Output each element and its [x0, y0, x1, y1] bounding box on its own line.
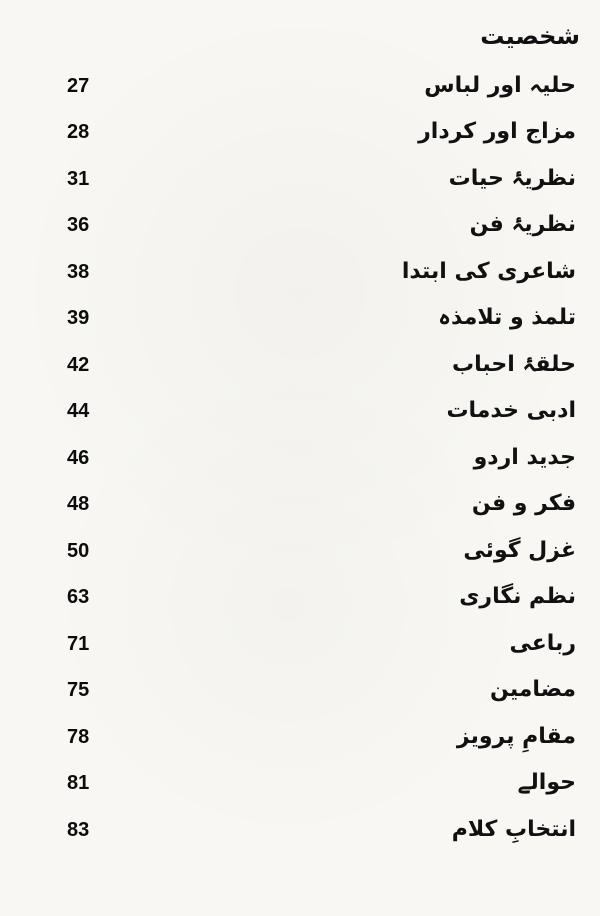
- toc-page-number: 31: [67, 168, 90, 190]
- toc-row: [0, 484, 600, 524]
- toc-title: نظریۂ حیات: [448, 166, 576, 191]
- toc-row: [0, 345, 600, 385]
- toc-title: نظم نگاری: [459, 584, 576, 609]
- toc-row: [0, 252, 600, 292]
- toc-page-number: 28: [67, 121, 90, 143]
- toc-row: [0, 66, 600, 106]
- toc-title: مقامِ پرویز: [456, 724, 576, 749]
- toc-row: [0, 438, 600, 478]
- toc-page-number: 48: [67, 493, 90, 515]
- toc-title: شاعری کی ابتدا: [401, 259, 576, 284]
- toc-page-number: 63: [67, 586, 90, 608]
- toc-row: [0, 205, 600, 245]
- toc-title: مزاج اور کردار: [418, 119, 576, 144]
- toc-row: [0, 391, 600, 431]
- toc-page-number: 81: [67, 772, 90, 794]
- toc-title: ادبی خدمات: [446, 398, 576, 423]
- toc-page-number: 71: [67, 633, 90, 655]
- toc-page-number: 36: [67, 214, 90, 236]
- toc-row: [0, 112, 600, 152]
- toc-title: رباعی: [509, 631, 576, 656]
- section-heading: شخصیت: [480, 22, 580, 50]
- toc-row: [0, 159, 600, 199]
- toc-page-number: 27: [67, 75, 90, 97]
- toc-title: انتخابِ کلام: [451, 817, 576, 842]
- toc-page-number: 39: [67, 307, 90, 329]
- toc-row: [0, 717, 600, 757]
- toc-row: [0, 763, 600, 803]
- toc-row: [0, 298, 600, 338]
- toc-row: [0, 670, 600, 710]
- toc-title: مضامین: [490, 677, 576, 702]
- toc-title: غزل گوئی: [463, 538, 576, 563]
- toc-title: نظریۂ فن: [469, 212, 576, 237]
- toc-title: جدید اردو: [473, 445, 576, 470]
- toc-row: [0, 531, 600, 571]
- toc-title: حلقۂ احباب: [452, 352, 576, 377]
- toc-page-number: 46: [67, 447, 90, 469]
- toc-page-number: 83: [67, 819, 90, 841]
- toc-title: فکر و فن: [471, 491, 576, 516]
- toc-title: حوالے: [517, 770, 576, 795]
- toc-page-number: 75: [67, 679, 90, 701]
- toc-page-number: 78: [67, 726, 90, 748]
- toc-page-number: 50: [67, 540, 90, 562]
- toc-row: [0, 577, 600, 617]
- toc-page-number: 44: [67, 400, 90, 422]
- toc-title: تلمذ و تلامذہ: [438, 305, 576, 330]
- toc-row: [0, 624, 600, 664]
- toc-page-number: 38: [67, 261, 90, 283]
- toc-row: [0, 810, 600, 850]
- toc-page-number: 42: [67, 354, 90, 376]
- toc-title: حلیہ اور لباس: [424, 73, 576, 98]
